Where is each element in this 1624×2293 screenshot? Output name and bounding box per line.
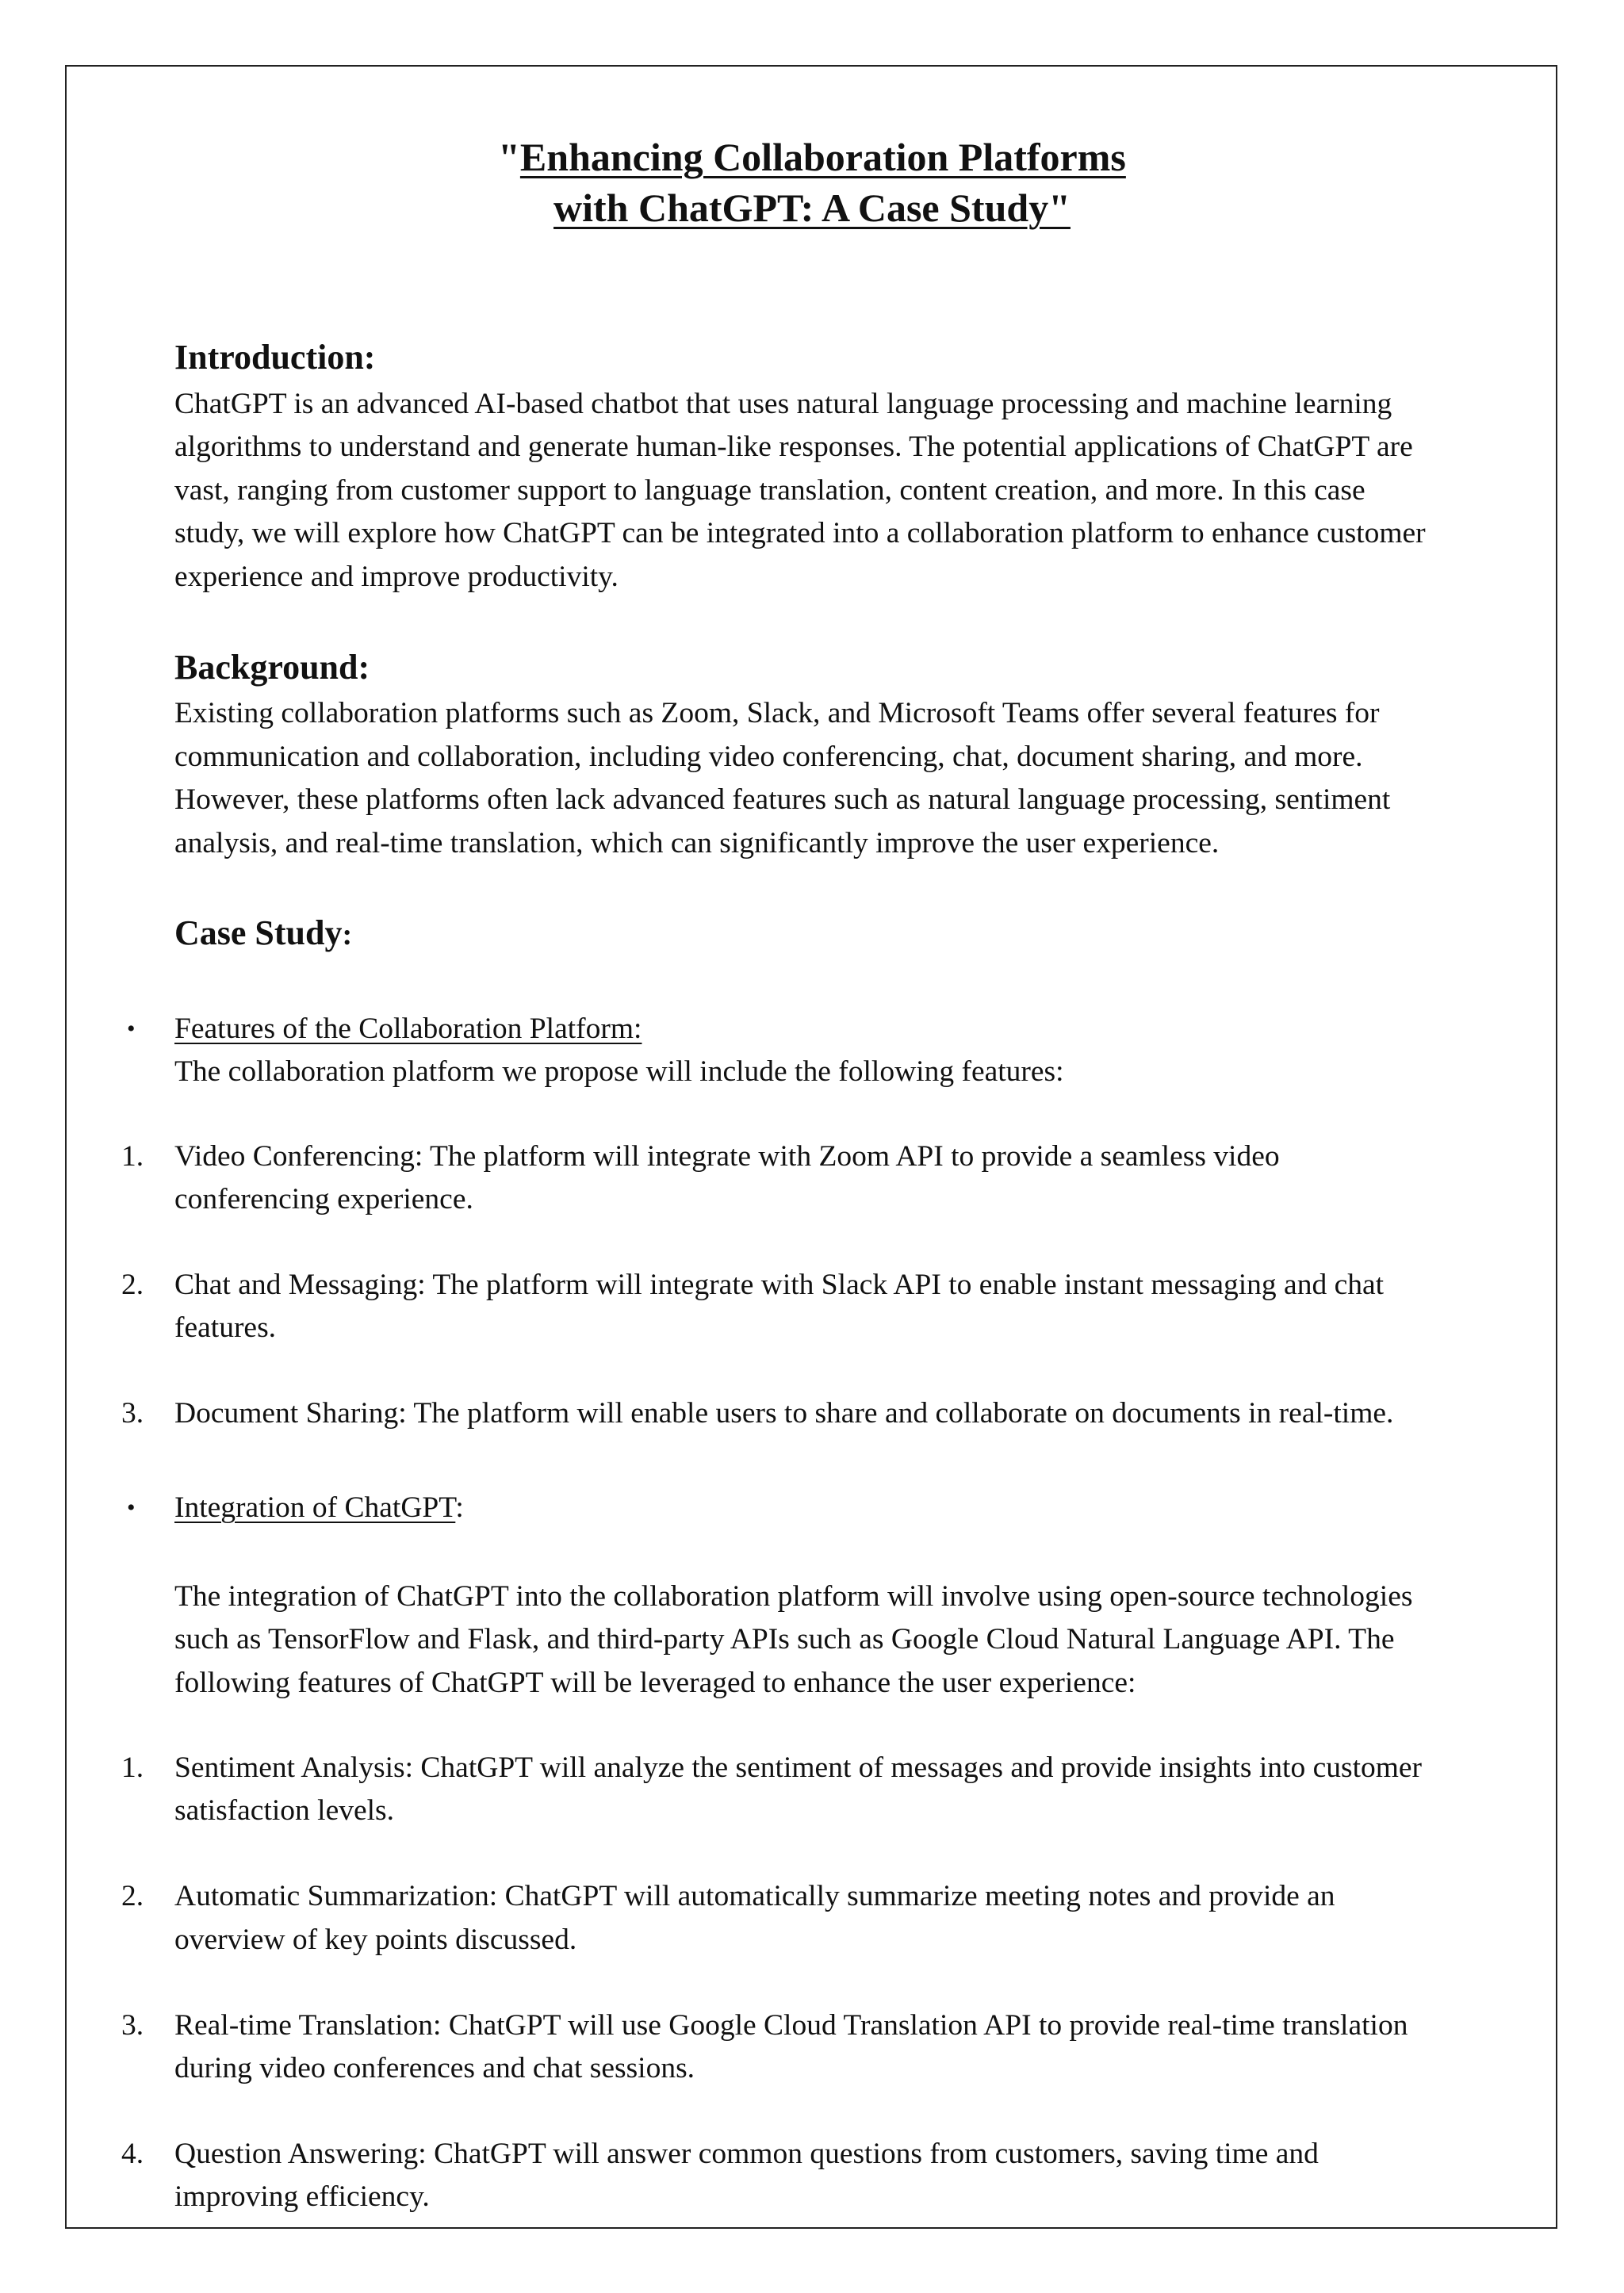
background-line-4: analysis, and real-time translation, which can significantly improve the user experience. [174, 827, 1220, 859]
feature-3-line-1: Document Sharing: The platform will enable users to share and collaborate on documents in real-time. [174, 1397, 1394, 1430]
background-line-1: Existing collaboration platforms such as Zoom, Slack, and Microsoft Teams offer several features for [174, 697, 1380, 729]
case-study-heading-colon: : [342, 918, 353, 951]
integration-2-number: 2. [121, 1880, 144, 1912]
introduction-line-5: experience and improve productivity. [174, 561, 619, 593]
case-study-heading [174, 912, 352, 956]
integration-intro-line-3: following features of ChatGPT will be leveraged to enhance the user experience: [174, 1667, 1136, 1699]
bullet-icon: • [127, 1016, 136, 1042]
integration-2-line-1: Automatic Summarization: ChatGPT will automatically summarize meeting notes and provide an [174, 1880, 1335, 1912]
title-line-1-text: Enhancing Collaboration Platforms [519, 135, 1126, 179]
document-title-line-1 [0, 132, 1624, 182]
integration-intro-line-1: The integration of ChatGPT into the collaboration platform will involve using open-source technologies [174, 1580, 1413, 1613]
document-title-line-2 [0, 182, 1624, 233]
integration-subheading-colon: : [455, 1491, 464, 1524]
feature-1-number: 1. [121, 1140, 144, 1173]
integration-1-line-1: Sentiment Analysis: ChatGPT will analyze the sentiment of messages and provide insights into customer [174, 1751, 1423, 1784]
integration-intro-line-2: such as TensorFlow and Flask, and third-party APIs such as Google Cloud Natural Language API. The [174, 1623, 1395, 1656]
integration-1-line-2: satisfaction levels. [174, 1794, 395, 1827]
features-subheading: Features of the Collaboration Platform: [174, 1013, 642, 1045]
background-heading: Background: [174, 648, 370, 687]
bullet-icon: • [127, 1495, 136, 1521]
introduction-heading: Introduction: [174, 338, 376, 377]
title-line-2-text: with ChatGPT: A Case Study" [553, 186, 1071, 230]
feature-1-line-2: conferencing experience. [174, 1183, 473, 1215]
integration-3-number: 3. [121, 2009, 144, 2042]
feature-1-line-1: Video Conferencing: The platform will integrate with Zoom API to provide a seamless video [174, 1140, 1280, 1173]
introduction-line-1: ChatGPT is an advanced AI-based chatbot that uses natural language processing and machine learning [174, 388, 1392, 420]
feature-2-line-1: Chat and Messaging: The platform will integrate with Slack API to enable instant messaging and chat [174, 1269, 1385, 1301]
case-study-heading-text: Case Study [174, 913, 343, 952]
integration-subheading-text: Integration of ChatGPT [174, 1491, 456, 1524]
integration-4-number: 4. [121, 2138, 144, 2170]
integration-4-line-2: improving efficiency. [174, 2180, 430, 2213]
introduction-line-2: algorithms to understand and generate human-like responses. The potential applications of ChatGPT are [174, 431, 1413, 463]
integration-3-line-1: Real-time Translation: ChatGPT will use Google Cloud Translation API to provide real-time translation [174, 2009, 1408, 2042]
feature-2-number: 2. [121, 1269, 144, 1301]
feature-2-line-2: features. [174, 1311, 277, 1344]
introduction-line-3: vast, ranging from customer support to language translation, content creation, and more. In this case [174, 474, 1365, 507]
background-line-2: communication and collaboration, including video conferencing, chat, document sharing, and more. [174, 741, 1363, 773]
feature-3-number: 3. [121, 1397, 144, 1430]
integration-subheading [174, 1487, 464, 1530]
integration-4-line-1: Question Answering: ChatGPT will answer common questions from customers, saving time and [174, 2138, 1319, 2170]
integration-2-line-2: overview of key points discussed. [174, 1924, 577, 1956]
integration-3-line-2: during video conferences and chat sessions. [174, 2052, 695, 2084]
integration-1-number: 1. [121, 1751, 144, 1784]
introduction-line-4: study, we will explore how ChatGPT can be integrated into a collaboration platform to enhance customer [174, 517, 1426, 549]
title-open-quote: " [498, 135, 520, 179]
features-intro: The collaboration platform we propose will include the following features: [174, 1055, 1064, 1088]
background-line-3: However, these platforms often lack advanced features such as natural language processing, sentiment [174, 783, 1391, 816]
